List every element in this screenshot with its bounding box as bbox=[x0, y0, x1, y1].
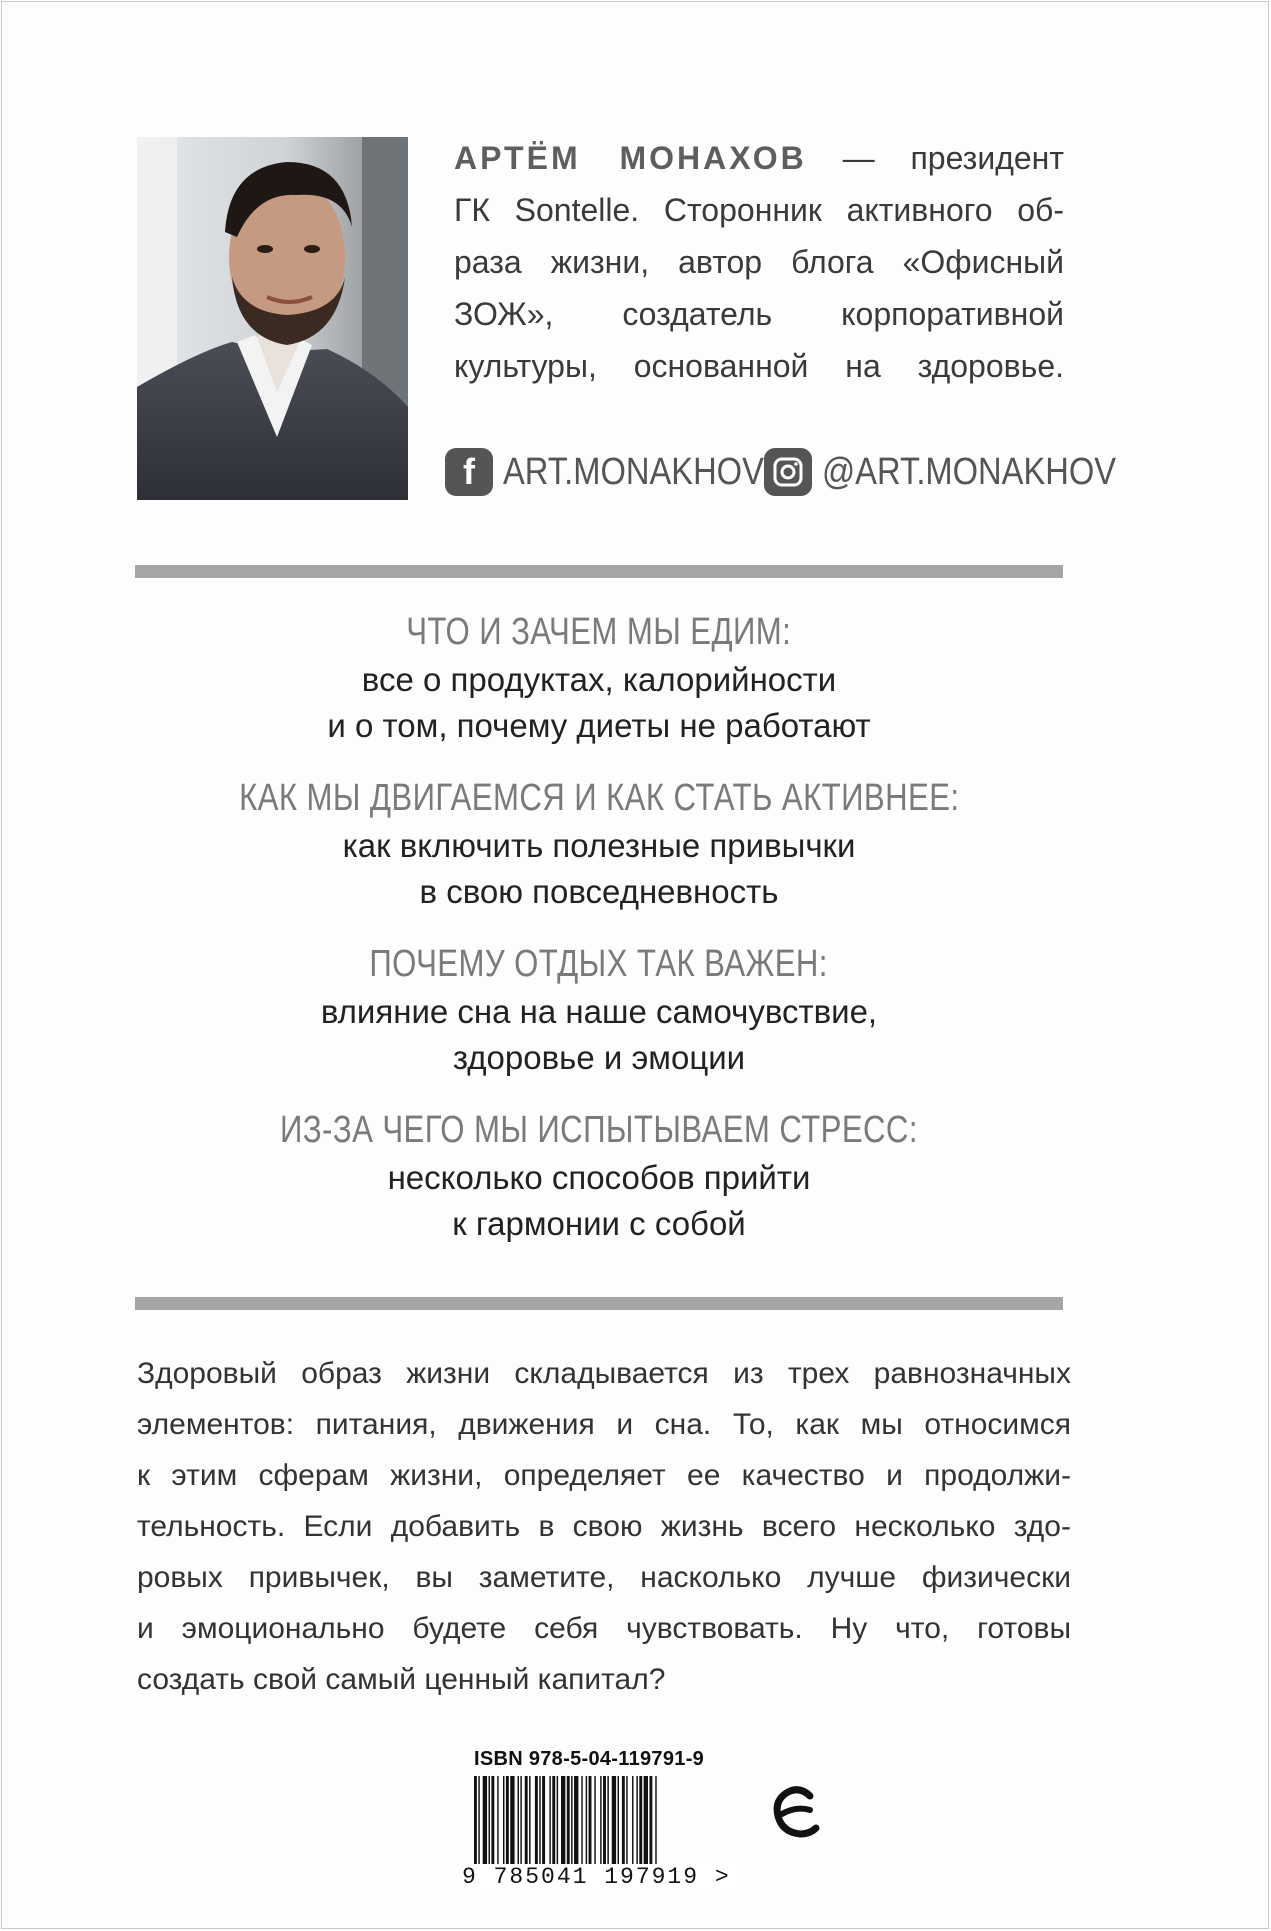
barcode-bar bbox=[574, 1776, 578, 1868]
description-line: и эмоционально будете себя чувствовать. Ну что, готовы bbox=[137, 1612, 1071, 1645]
bio-line: ГК Sontelle. Сторонник активного об- bbox=[454, 192, 1064, 228]
instagram-icon bbox=[764, 448, 812, 496]
barcode-bar bbox=[539, 1776, 540, 1868]
barcode-bar bbox=[586, 1776, 587, 1868]
description-line: элементов: питания, движения и сна. То, как мы относимся bbox=[137, 1408, 1071, 1441]
topic-line: влияние сна на наше самочувствие, bbox=[320, 993, 878, 1030]
barcode-bar bbox=[542, 1776, 545, 1868]
barcode-bar bbox=[529, 1776, 530, 1868]
author-photo bbox=[137, 137, 408, 500]
barcode-bar bbox=[622, 1776, 625, 1868]
topic-line: к гармонии с собой bbox=[452, 1205, 746, 1242]
barcode-digits: 9 785041 197919 > bbox=[462, 1864, 742, 1890]
topics-list bbox=[135, 607, 1063, 1271]
barcode-bar bbox=[636, 1776, 637, 1868]
isbn-label: ISBN 978-5-04-119791-9 bbox=[474, 1748, 705, 1770]
barcode-bar bbox=[571, 1776, 572, 1868]
barcode-bar bbox=[603, 1776, 606, 1868]
barcode-bar bbox=[561, 1776, 565, 1868]
topic-line: в свою повседневность bbox=[419, 873, 779, 910]
barcode-bar bbox=[506, 1776, 509, 1868]
barcode-bar bbox=[489, 1776, 490, 1868]
barcode-bar bbox=[491, 1776, 494, 1868]
topic-line: несколько способов прийти bbox=[387, 1159, 811, 1196]
topic-line: как включить полезные привычки bbox=[342, 827, 856, 864]
author-bio bbox=[454, 132, 1064, 392]
description-line: Здоровый образ жизни складывается из трех равнозначных bbox=[137, 1357, 1071, 1390]
barcode-bar bbox=[503, 1776, 504, 1868]
social-facebook[interactable] bbox=[445, 448, 806, 496]
topic-heading: ИЗ-ЗА ЧЕГО МЫ ИСПЫТЫВАЕМ СТРЕСС: bbox=[280, 1109, 918, 1151]
barcode-bar bbox=[557, 1776, 558, 1868]
topic-heading: ПОЧЕМУ ОТДЫХ ТАК ВАЖЕН: bbox=[369, 943, 829, 985]
separator-bottom bbox=[135, 1297, 1063, 1310]
barcode-bar bbox=[649, 1776, 652, 1868]
description-line: тельность. Если добавить в свою жизнь всего несколько здо- bbox=[137, 1510, 1071, 1543]
barcode-bar bbox=[535, 1776, 538, 1868]
barcode-bar bbox=[639, 1776, 642, 1868]
barcode-bar bbox=[607, 1776, 608, 1868]
social-instagram[interactable] bbox=[764, 448, 1164, 496]
bio-line: раза жизни, автор блога «Офисный bbox=[454, 244, 1064, 280]
topic-line: и о том, почему диеты не работают bbox=[327, 707, 871, 744]
topic-item bbox=[135, 1105, 1063, 1247]
description-line: к этим сферам жизни, определяет ее качество и продолжи- bbox=[137, 1459, 1071, 1492]
book-back-cover bbox=[1, 1, 1269, 1929]
description-line: ровых привычек, вы заметите, насколько лучше физически bbox=[137, 1561, 1071, 1594]
facebook-handle: ART.MONAKHOV bbox=[503, 450, 764, 493]
facebook-icon: f bbox=[445, 448, 493, 496]
separator-top bbox=[135, 565, 1063, 578]
barcode-bar bbox=[581, 1776, 582, 1868]
barcode-bar bbox=[525, 1776, 528, 1868]
book-description bbox=[137, 1348, 1071, 1705]
publisher-logo-icon bbox=[770, 1784, 822, 1842]
topic-item bbox=[135, 607, 1063, 749]
topic-item bbox=[135, 773, 1063, 915]
barcode-bar bbox=[626, 1776, 627, 1868]
author-name: АРТЁМ МОНАХОВ bbox=[454, 140, 807, 176]
topic-item bbox=[135, 939, 1063, 1081]
bio-line: культуры, основанной на здоровье. bbox=[454, 348, 1064, 384]
topic-heading: ЧТО И ЗАЧЕМ МЫ ЕДИМ: bbox=[406, 611, 792, 653]
barcode-bar bbox=[549, 1776, 550, 1868]
instagram-handle: @ART.MONAKHOV bbox=[822, 450, 1117, 493]
topic-line: все о продуктах, калорийности bbox=[361, 661, 837, 698]
barcode-bar bbox=[600, 1776, 601, 1868]
barcode-bar bbox=[594, 1776, 595, 1868]
barcode-bar bbox=[510, 1776, 514, 1868]
barcode-bar bbox=[520, 1776, 521, 1868]
barcode-bar bbox=[632, 1776, 633, 1868]
bio-line: ЗОЖ», создатель корпоративной bbox=[454, 296, 1064, 332]
topic-heading: КАК МЫ ДВИГАЕМСЯ И КАК СТАТЬ АКТИВНЕЕ: bbox=[238, 777, 960, 819]
barcode-bar bbox=[644, 1776, 648, 1868]
barcode-bar bbox=[483, 1776, 487, 1868]
bio-line: — президент bbox=[806, 140, 1065, 176]
barcode-bar bbox=[518, 1776, 519, 1868]
barcode-bar bbox=[552, 1776, 555, 1868]
barcode-bar bbox=[589, 1776, 592, 1868]
topic-line: здоровье и эмоции bbox=[452, 1039, 746, 1076]
description-line: создать свой самый ценный капитал? bbox=[137, 1663, 666, 1696]
barcode-bar bbox=[612, 1776, 616, 1868]
barcode-bar bbox=[618, 1776, 619, 1868]
barcode-bar bbox=[497, 1776, 498, 1868]
